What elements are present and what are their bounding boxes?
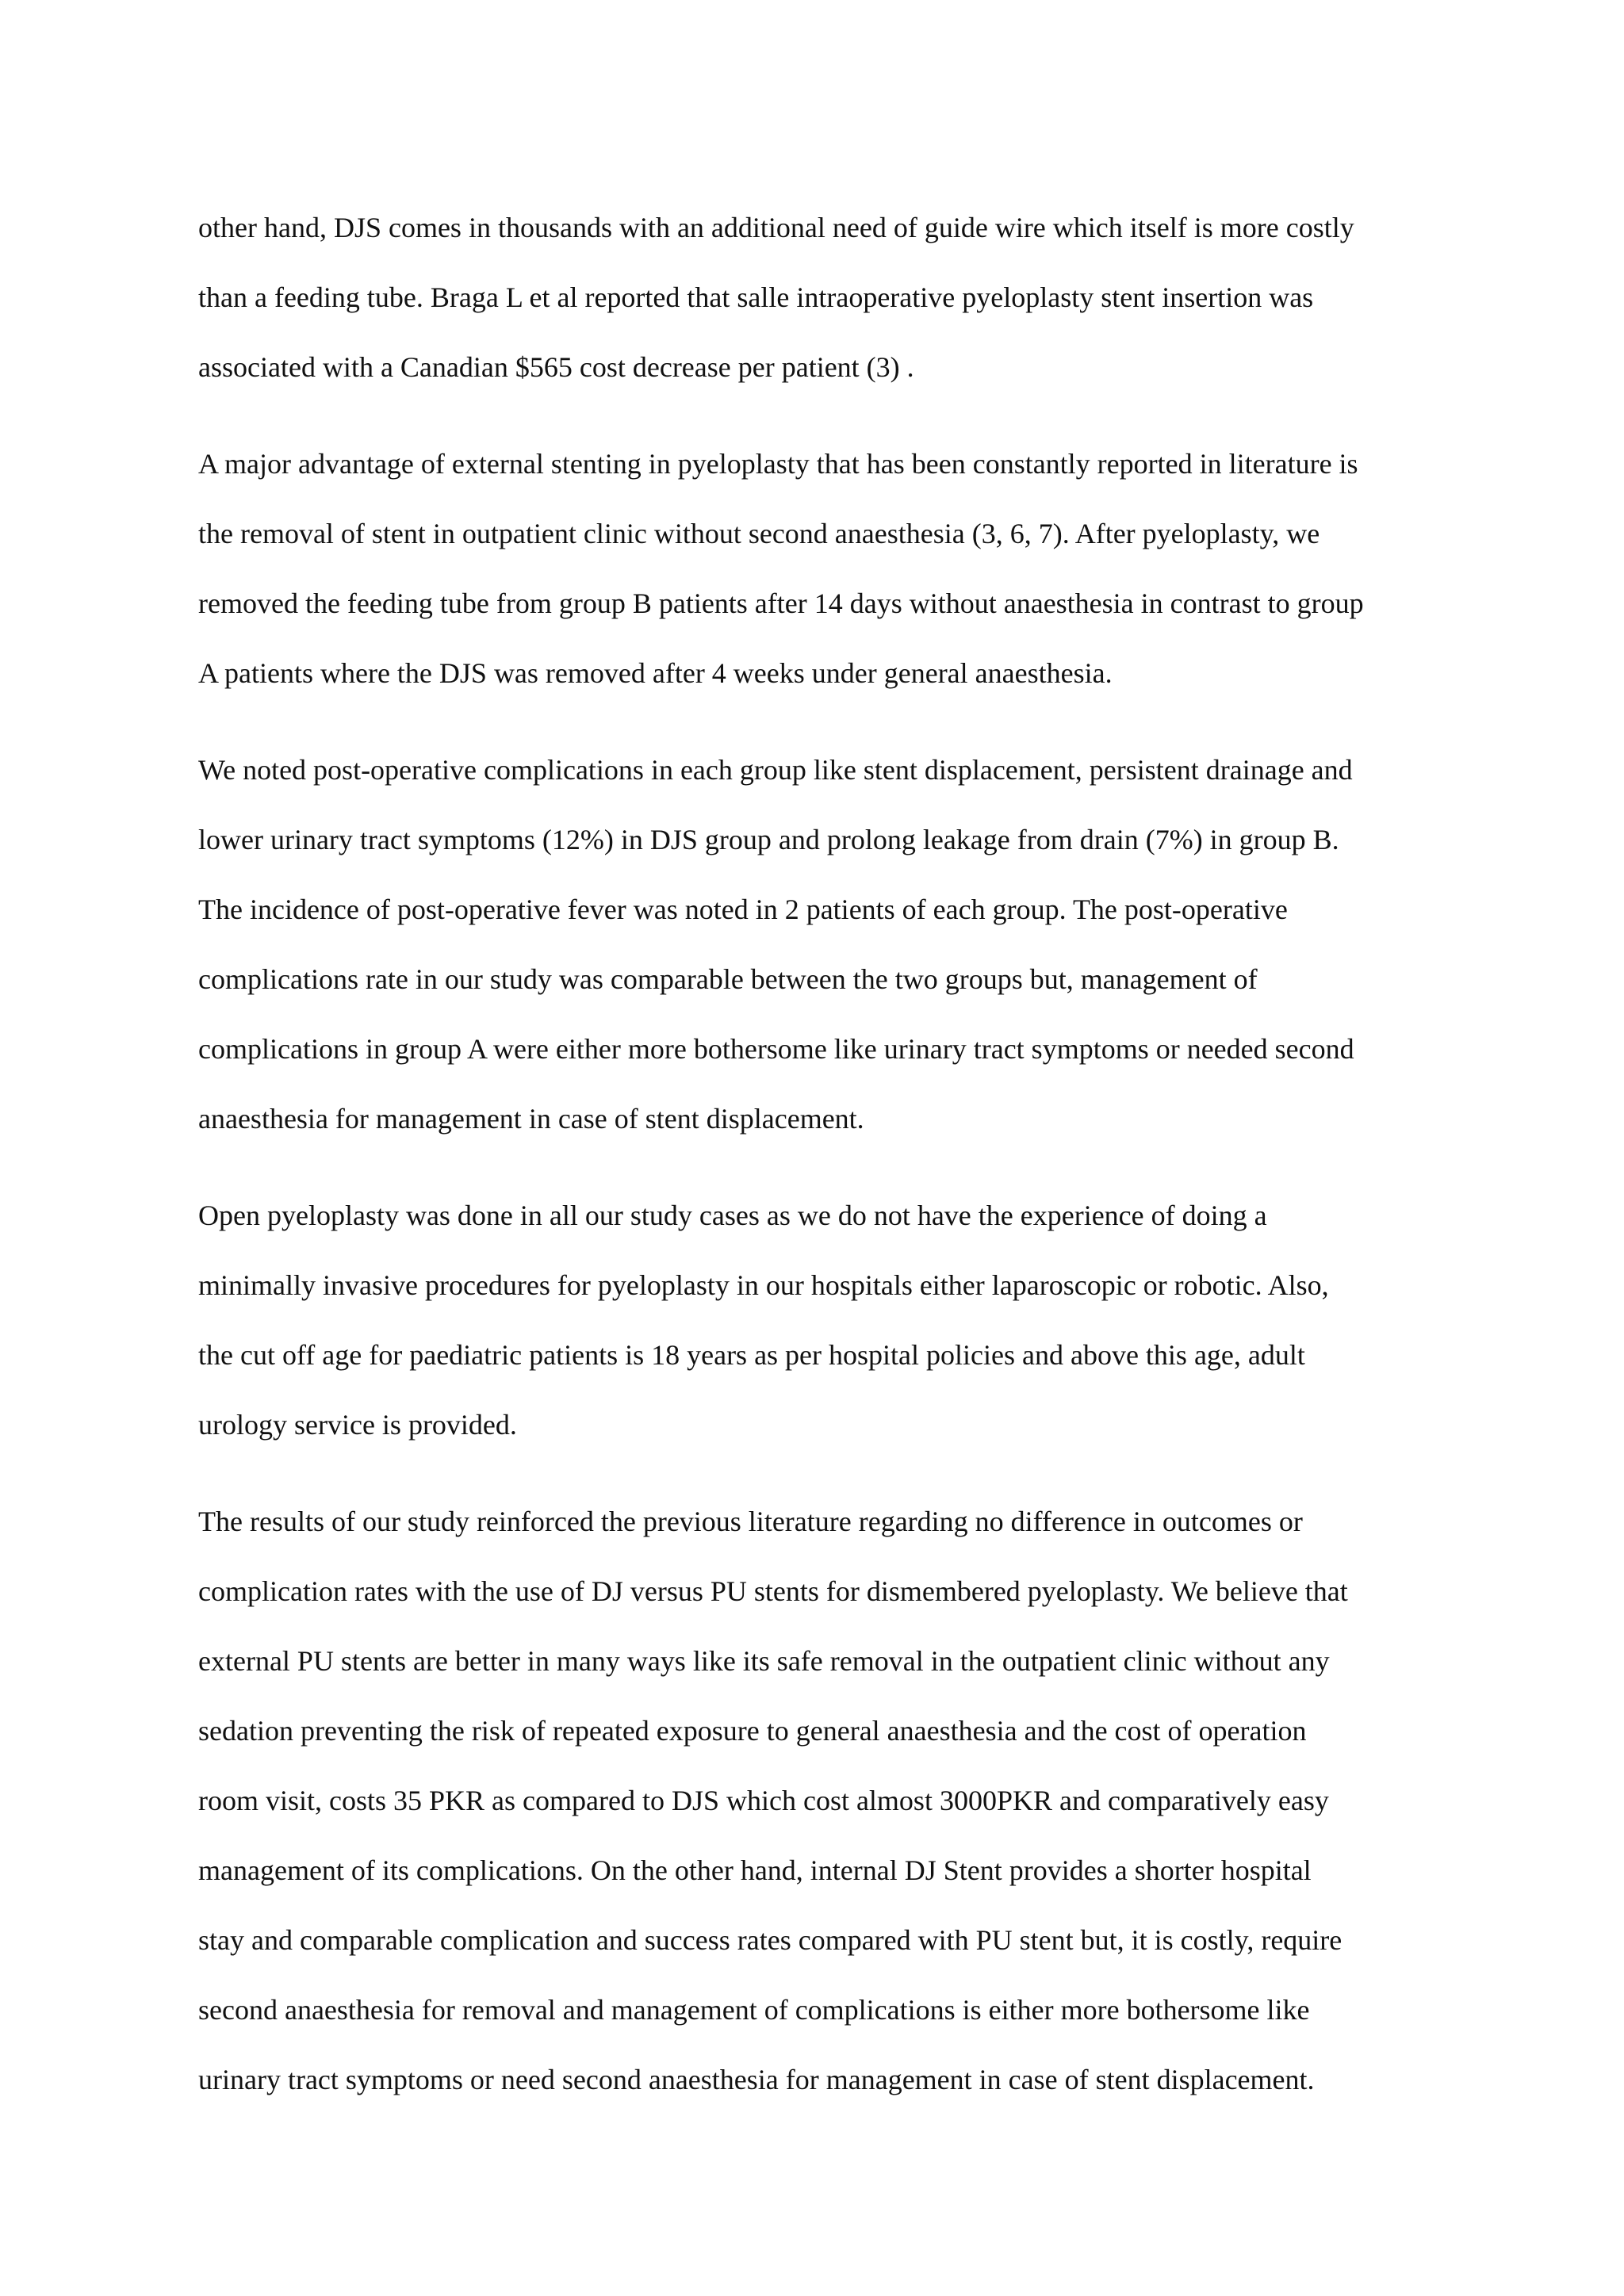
text-line: management of its complications. On the other hand, internal DJ Stent provides a shorter hospital	[198, 1854, 1312, 1886]
text-line: complications rate in our study was comparable between the two groups but, management of	[198, 963, 1258, 995]
text-line: complication rates with the use of DJ versus PU stents for dismembered pyeloplasty. We believe that	[198, 1575, 1348, 1607]
body-text	[198, 193, 1451, 2141]
text-line: stay and comparable complication and success rates compared with PU stent but, it is costly, require	[198, 1924, 1342, 1956]
text-line: the cut off age for paediatric patients is 18 years as per hospital policies and above this age, adult	[198, 1339, 1305, 1371]
text-line: minimally invasive procedures for pyeloplasty in our hospitals either laparoscopic or robotic. Also,	[198, 1269, 1329, 1301]
text-line: Open pyeloplasty was done in all our study cases as we do not have the experience of doing a	[198, 1200, 1267, 1231]
paragraph-external-stenting	[198, 429, 1451, 708]
text-line: than a feeding tube. Braga L et al reported that salle intraoperative pyeloplasty stent insertion was	[198, 281, 1314, 313]
text-line: anaesthesia for management in case of stent displacement.	[198, 1103, 864, 1135]
text-line: A patients where the DJS was removed after 4 weeks under general anaesthesia.	[198, 657, 1113, 689]
text-line: The incidence of post-operative fever was noted in 2 patients of each group. The post-operative	[198, 894, 1288, 925]
text-line: lower urinary tract symptoms (12%) in DJS group and prolong leakage from drain (7%) in group B.	[198, 824, 1339, 855]
text-line: sedation preventing the risk of repeated exposure to general anaesthesia and the cost of operation	[198, 1715, 1307, 1747]
text-line: external PU stents are better in many ways like its safe removal in the outpatient clinic without any	[198, 1645, 1330, 1677]
text-line: removed the feeding tube from group B patients after 14 days without anaesthesia in contrast to group	[198, 587, 1364, 619]
paragraph-complications	[198, 735, 1451, 1154]
text-line: complications in group A were either more bothersome like urinary tract symptoms or needed second	[198, 1033, 1354, 1065]
paragraph-conclusion	[198, 1487, 1451, 2114]
paragraph-open-pyeloplasty	[198, 1181, 1451, 1460]
text-line: urology service is provided.	[198, 1409, 517, 1441]
text-line: associated with a Canadian $565 cost decrease per patient (3) .	[198, 351, 914, 383]
text-line: room visit, costs 35 PKR as compared to DJS which cost almost 3000PKR and comparatively easy	[198, 1785, 1329, 1816]
text-line: other hand, DJS comes in thousands with an additional need of guide wire which itself is more costly	[198, 212, 1354, 243]
text-line: The results of our study reinforced the previous literature regarding no difference in outcomes or	[198, 1506, 1303, 1537]
text-line: urinary tract symptoms or need second anaesthesia for management in case of stent displacement.	[198, 2064, 1315, 2095]
text-line: second anaesthesia for removal and management of complications is either more bothersome like	[198, 1994, 1310, 2026]
text-line: A major advantage of external stenting in pyeloplasty that has been constantly reported in literature is	[198, 448, 1358, 480]
text-line: the removal of stent in outpatient clinic without second anaesthesia (3, 6, 7). After pyeloplasty, we	[198, 518, 1320, 549]
paragraph-cost-comparison	[198, 193, 1451, 402]
text-line: We noted post-operative complications in each group like stent displacement, persistent drainage and	[198, 754, 1353, 786]
